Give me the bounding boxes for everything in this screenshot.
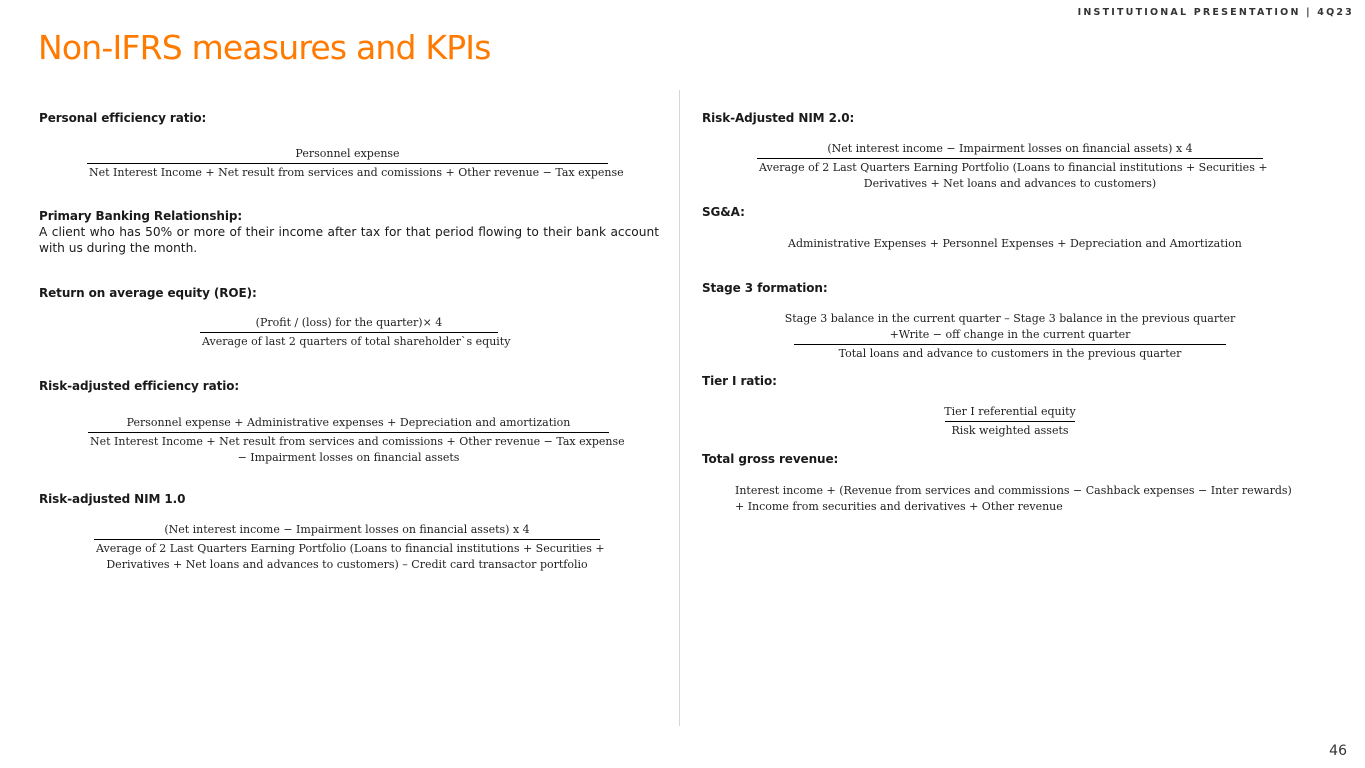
heading-tier-1: Tier I ratio: — [702, 374, 777, 388]
formula-line-2: + Income from securities and derivatives + Other revenue — [735, 500, 1063, 513]
numerator: (Net interest income − Impairment losses on financial assets) x 4 — [164, 523, 530, 536]
formula-nim-2 — [757, 141, 1268, 192]
formula-stage-3 — [784, 311, 1236, 362]
heading-risk-adjusted-efficiency: Risk-adjusted efficiency ratio: — [39, 379, 240, 393]
heading-sga: SG&A: — [702, 205, 745, 219]
denominator — [94, 539, 605, 573]
denominator-line-1: Average of 2 Last Quarters Earning Portfolio (Loans to financial institutions + Securities + — [759, 161, 1268, 174]
numerator-line-2: +Write − off change in the current quarter — [889, 328, 1131, 341]
denominator-line-2: Derivatives + Net loans and advances to customers) — [863, 177, 1157, 190]
numerator: Personnel expense — [295, 147, 400, 160]
denominator: Net Interest Income + Net result from services and comissions + Other revenue − Tax expense — [87, 163, 608, 181]
formula-line-1: Interest income + (Revenue from services and commissions − Cashback expenses − Inter rewards) — [735, 484, 1292, 497]
heading-personal-efficiency: Personal efficiency ratio: — [39, 111, 207, 125]
page-title: Non-IFRS measures and KPIs — [38, 28, 491, 67]
page-number: 46 — [1329, 743, 1347, 759]
numerator: (Net interest income − Impairment losses on financial assets) x 4 — [827, 142, 1193, 155]
formula-risk-adjusted-efficiency — [88, 415, 625, 466]
denominator: Average of last 2 quarters of total shareholder`s equity — [200, 332, 498, 350]
formula-total-gross-revenue — [735, 483, 1292, 515]
heading-roe: Return on average equity (ROE): — [39, 286, 257, 300]
denominator — [757, 158, 1268, 192]
denominator-line-2: Derivatives + Net loans and advances to customers) – Credit card transactor portfolio — [106, 558, 588, 571]
denominator-line-1: Average of 2 Last Quarters Earning Portfolio (Loans to financial institutions + Securities + — [96, 542, 605, 555]
formula-roe — [200, 315, 511, 350]
numerator: Personnel expense + Administrative expenses + Depreciation and amortization — [126, 416, 571, 429]
denominator: Risk weighted assets — [945, 421, 1075, 439]
formula-nim-1 — [94, 522, 605, 573]
primary-banking-description: A client who has 50% or more of their income after tax for that period flowing to their bank account with us during the month. — [39, 225, 659, 255]
denominator-line-1: Net Interest Income + Net result from services and comissions + Other revenue − Tax expense — [90, 435, 625, 448]
heading-nim-1: Risk-adjusted NIM 1.0 — [39, 492, 186, 506]
heading-stage-3: Stage 3 formation: — [702, 281, 828, 295]
denominator-line-2: − Impairment losses on financial assets — [237, 451, 460, 464]
numerator: (Profit / (loss) for the quarter)× 4 — [255, 316, 443, 329]
heading-primary-banking: Primary Banking Relationship: — [39, 209, 243, 223]
formula-tier-1 — [945, 404, 1075, 439]
denominator: Total loans and advance to customers in the previous quarter — [794, 344, 1226, 362]
heading-nim-2: Risk-Adjusted NIM 2.0: — [702, 111, 855, 125]
heading-total-gross-revenue: Total gross revenue: — [702, 452, 839, 466]
numerator-line-1: Stage 3 balance in the current quarter – Stage 3 balance in the previous quarter — [784, 312, 1236, 325]
formula-personal-efficiency — [87, 146, 624, 181]
formula-sga: Administrative Expenses + Personnel Expenses + Depreciation and Amortization — [788, 237, 1242, 250]
numerator: Tier I referential equity — [944, 405, 1076, 418]
column-divider — [679, 90, 680, 726]
presentation-tag: INSTITUTIONAL PRESENTATION | 4Q23 — [1077, 7, 1354, 18]
numerator — [783, 311, 1238, 344]
denominator — [88, 432, 625, 466]
